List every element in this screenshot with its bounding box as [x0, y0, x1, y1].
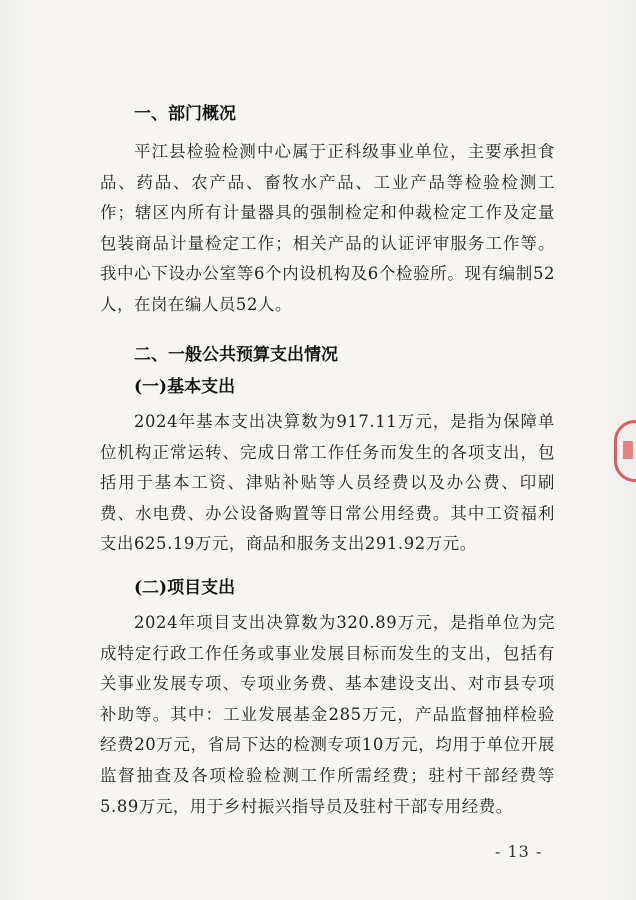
paragraph-basic-expenditure: 2024年基本支出决算数为917.11万元，是指为保障单位机构正常运转、完成日常工作任务而发生的各项支出，包括用于基本工资、津贴补贴等人员经费以及办公费、印刷费、水电费、办公设备购置等日常公用经费。其中工资福利支出625.19万元，商品和服务支出291.92万元。: [100, 412, 555, 554]
paragraph-project-expenditure: 2024年项目支出决算数为320.89万元，是指单位为完成特定行政工作任务或事业发展目标而发生的支出，包括有关事业发展专项、专项业务费、基本建设支出、对市县专项补助等。其中：工业发展基金285万元，产品监督抽样检验经费20万元，省局下达的检测专项10万元，均用于单位开展监督抽查及各项检验检测工作所需经费；驻村干部经费等5.89万元，用于乡村振兴指导员及驻村干部专用经费。: [100, 613, 555, 816]
seal-stamp-fragment: [614, 420, 636, 482]
section-heading-expenditure: 二、一般公共预算支出情况: [134, 345, 338, 365]
paragraph-overview: 平江县检验检测中心属于正科级事业单位，主要承担食品、药品、农产品、畜牧水产品、工业产品等检验检测工作；辖区内所有计量器具的强制检定和仲裁检定工作及定量包装商品计量检定工作；相关产品的认证评审服务工作等。我中心下设办公室等6个内设机构及6个检验所。现有编制52人，在岗在编人员52人。: [100, 142, 555, 314]
subsection-heading-basic: (一)基本支出: [134, 377, 236, 397]
page-number: - 13 -: [495, 842, 543, 861]
subsection-heading-project: (二)项目支出: [134, 578, 236, 598]
section-heading-overview: 一、部门概况: [134, 104, 236, 124]
